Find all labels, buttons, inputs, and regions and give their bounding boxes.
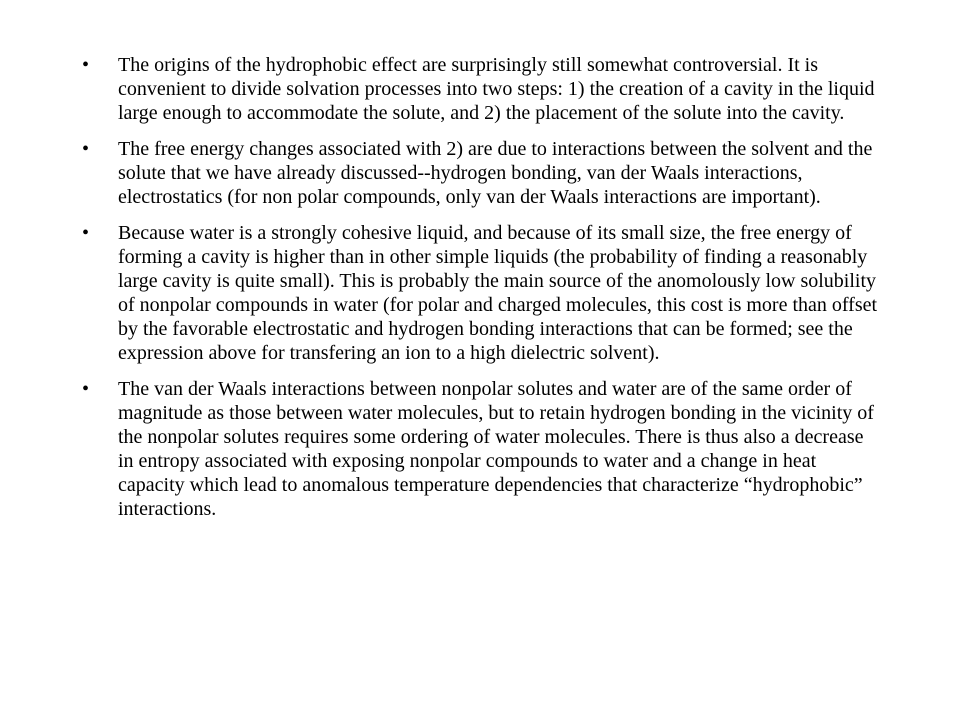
bullet-item-free-energy-interactions [82,137,882,209]
bullet-item-cohesive-water [82,221,882,365]
bullet-list [82,53,882,521]
bullet-text: The van der Waals interactions between nonpolar solutes and water are of the same order of magnitude as those between water molecules, but to retain hydrogen bonding in the vicinity of the nonpolar solutes requires some ordering of water molecules. There is thus also a decrease in entropy associated with exposing nonpolar compounds to water and a change in heat capacity which lead to anomalous temperature dependencies that characterize “hydrophobic” interactions. [118,378,874,520]
bullet-item-cavity-steps [82,53,882,125]
bullet-item-entropy-heat-capacity [82,377,882,521]
bullet-point-icon: • [82,378,90,400]
bullet-point-icon: • [82,222,90,244]
bullet-text: The origins of the hydrophobic effect are surprisingly still somewhat controversial. It is convenient to divide solvation processes into two steps: 1) the creation of a cavity in the liquid large enough to accommodate the solute, and 2) the placement of the solute into the cavity. [118,54,875,124]
bullet-point-icon: • [82,54,90,76]
bullet-text: The free energy changes associated with 2) are due to interactions between the solvent and the solute that we have already discussed--hydrogen bonding, van der Waals interactions, electrostatics (for non polar compounds, only van der Waals interactions are important). [118,138,873,208]
bullet-text: Because water is a strongly cohesive liquid, and because of its small size, the free energy of forming a cavity is higher than in other simple liquids (the probability of finding a reasonably large cavity is quite small). This is probably the main source of the anomolously low solubility of nonpolar compounds in water (for polar and charged molecules, this cost is more than offset by the favorable electrostatic and hydrogen bonding interactions that can be formed; see the expression above for transfering an ion to a high dielectric solvent). [118,222,878,364]
bullet-point-icon: • [82,138,90,160]
